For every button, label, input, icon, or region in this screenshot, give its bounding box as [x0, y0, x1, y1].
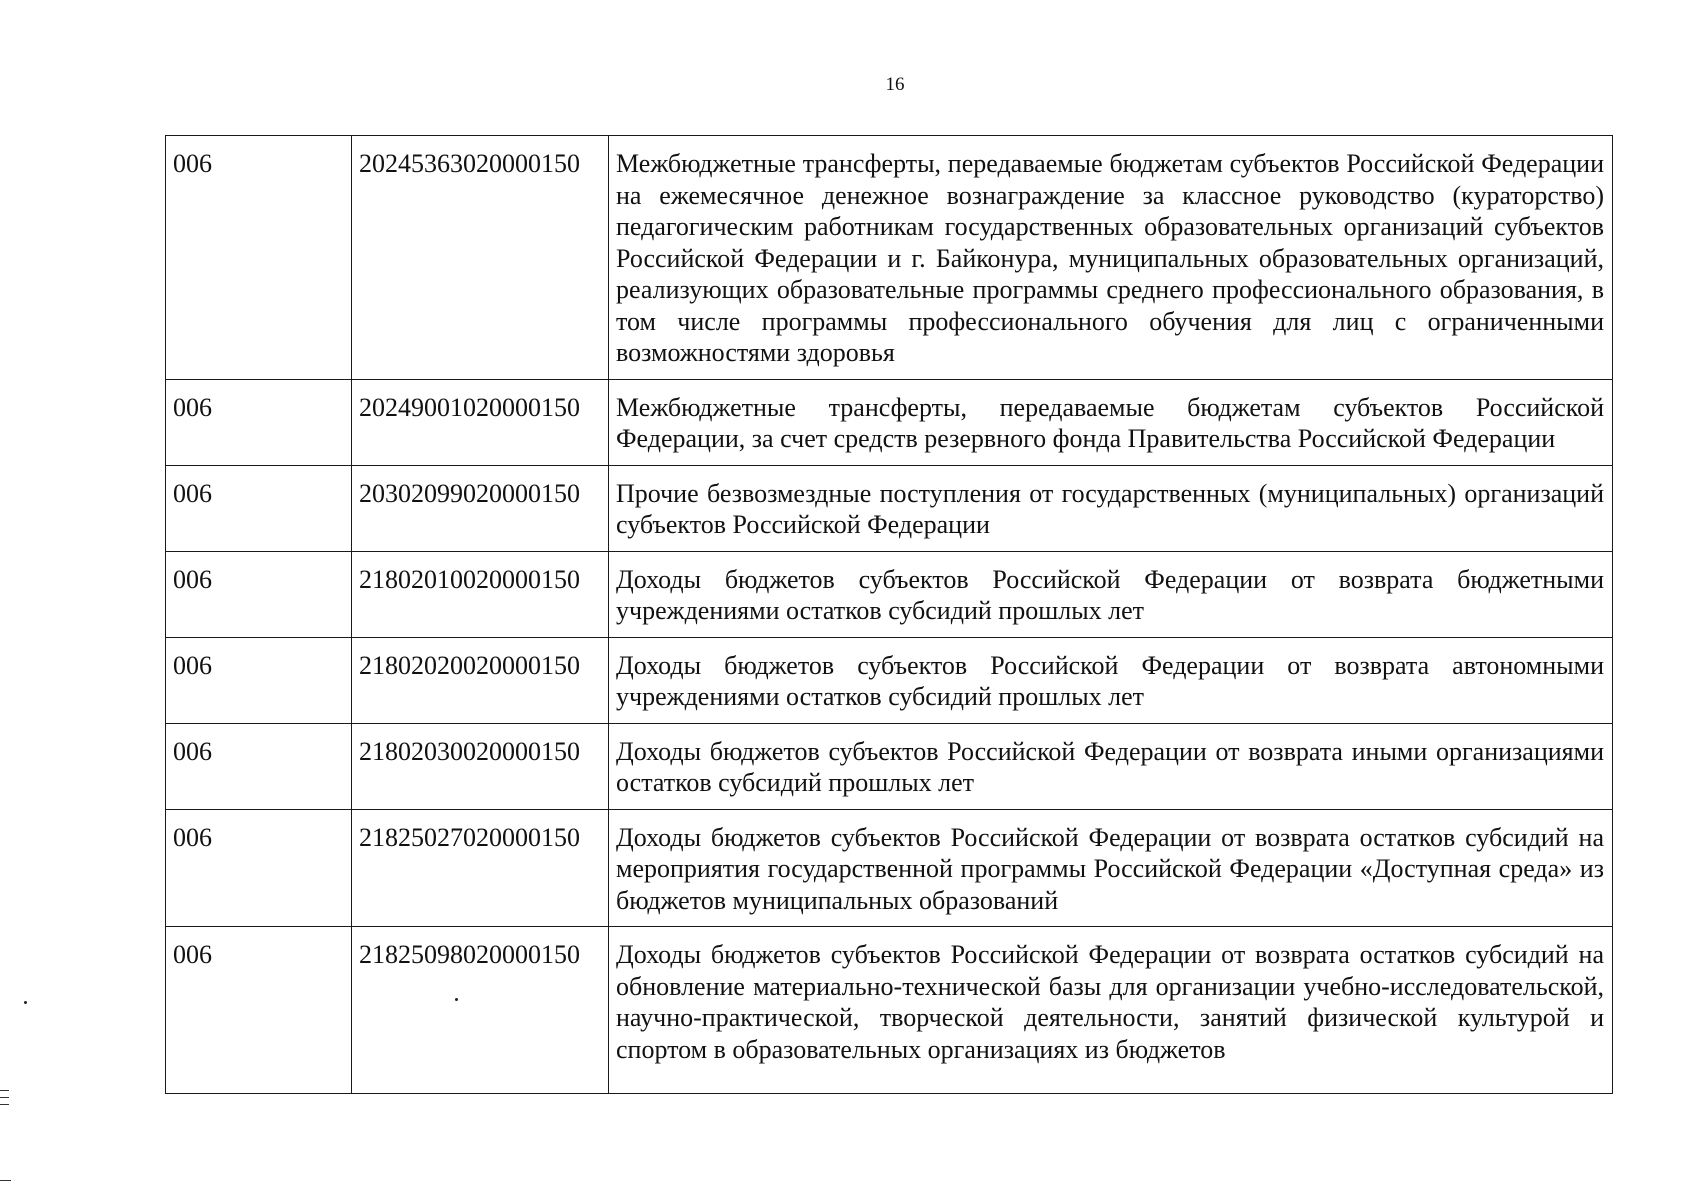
admin-code-cell: 006: [166, 637, 352, 723]
revenue-codes-table: [165, 135, 1613, 1094]
table-row: [166, 551, 1613, 637]
table-row: [166, 723, 1613, 809]
page-number: 16: [885, 74, 905, 95]
budget-code-cell: 21802020020000150: [352, 637, 609, 723]
admin-code-cell: 006: [166, 136, 352, 380]
scan-speck: [24, 1001, 27, 1004]
admin-code-cell: 006: [166, 809, 352, 927]
revenue-name-cell: Доходы бюджетов субъектов Российской Федерации от возврата автономными учреждениями остатков субсидий прошлых лет: [609, 637, 1613, 723]
revenue-name-cell: Доходы бюджетов субъектов Российской Федерации от возврата иными организациями остатков субсидий прошлых лет: [609, 723, 1613, 809]
table-row: [166, 637, 1613, 723]
budget-code-cell: 20245363020000150: [352, 136, 609, 380]
scan-edge-mark: [0, 1097, 9, 1098]
table-row: [166, 809, 1613, 927]
budget-code-cell: 21802030020000150: [352, 723, 609, 809]
table-row: [166, 379, 1613, 465]
budget-code-cell: 21825098020000150: [352, 927, 609, 1094]
scan-edge-mark: [0, 1104, 9, 1105]
table-row: [166, 927, 1613, 1094]
budget-code-cell: 21802010020000150: [352, 551, 609, 637]
budget-code-cell: 20302099020000150: [352, 465, 609, 551]
budget-code-cell: 20249001020000150: [352, 379, 609, 465]
revenue-name-cell: Доходы бюджетов субъектов Российской Федерации от возврата остатков субсидий на мероприятия государственной программы Российской Федерации «Доступная среда» из бюджетов муниципальных образований: [609, 809, 1613, 927]
admin-code-cell: 006: [166, 927, 352, 1094]
revenue-name-cell: Доходы бюджетов субъектов Российской Федерации от возврата остатков субсидий на обновление материально-технической базы для организации учебно-исследовательской, научно-практической, творческой деятельности, занятий физической культурой и спортом в образовательных организациях из бюджетов: [609, 927, 1613, 1094]
admin-code-cell: 006: [166, 551, 352, 637]
admin-code-cell: 006: [166, 379, 352, 465]
admin-code-cell: 006: [166, 465, 352, 551]
revenue-name-cell: Прочие безвозмездные поступления от государственных (муниципальных) организаций субъектов Российской Федерации: [609, 465, 1613, 551]
table-row: [166, 465, 1613, 551]
admin-code-cell: 006: [166, 723, 352, 809]
table-row: [166, 136, 1613, 380]
revenue-name-cell: Доходы бюджетов субъектов Российской Федерации от возврата бюджетными учреждениями остатков субсидий прошлых лет: [609, 551, 1613, 637]
scan-speck: [455, 998, 458, 1001]
revenue-name-cell: Межбюджетные трансферты, передаваемые бюджетам субъектов Российской Федерации на ежемесячное денежное вознаграждение за классное руководство (кураторство) педагогическим работникам государственных образовательных организаций субъектов Российской Федерации и г. Байконура, муниципальных образовательных организаций, реализующих образовательные программы среднего профессионального образования, в том числе программы профессионального обучения для лиц с ограниченными возможностями здоровья: [609, 136, 1613, 380]
budget-code-cell: 21825027020000150: [352, 809, 609, 927]
scan-edge-mark: [0, 1180, 11, 1181]
scan-edge-mark: [0, 1090, 9, 1091]
revenue-name-cell: Межбюджетные трансферты, передаваемые бюджетам субъектов Российской Федерации, за счет средств резервного фонда Правительства Российской Федерации: [609, 379, 1613, 465]
